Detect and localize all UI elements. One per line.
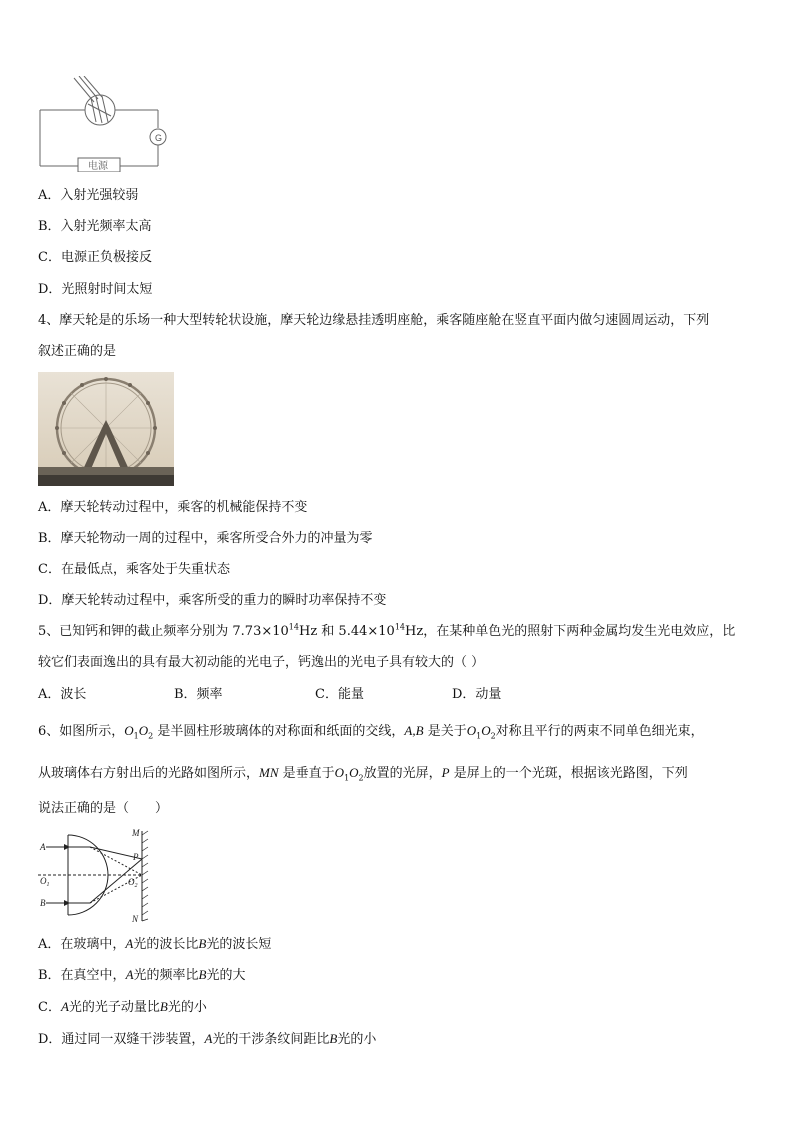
q4-option-a: A．摩天轮转动过程中，乘客的机械能保持不变 [38,500,308,515]
q5-stem-line1: 5、已知钙和钾的截止频率分别为 $7.73\times 10^{14}Hz$ 和 $5.44\times 10^{14}Hz$，在某种单色光的照射下两种金属均发生光电效应，比 [38,622,736,639]
q5-stem-line2: 较它们表面逸出的具有最大初动能的光电子，钙逸出的光电子具有较大的（ ） [38,655,485,670]
optics-diagram [38,825,158,925]
label-o1: $O_1$ [40,876,50,888]
ferris-wheel-photo [38,372,174,486]
q5-option-a: A．波长 [38,687,87,702]
q6-option-c: C．A光的光子动量比B光的小 [38,999,207,1015]
q5-option-c: C．能量 [315,687,364,702]
q6-stem-line3: 说法正确的是（ ） [38,801,169,816]
label-o2: $O_2$ [128,877,138,889]
q4-stem-line2: 叙述正确的是 [38,344,117,359]
q3-option-a: A．入射光强较弱 [38,188,139,203]
q4-stem-line1: 4、摩天轮是的乐场一种大型转轮状设施，摩天轮边缘悬挂透明座舱，乘客随座舱在竖直平面内做匀速圆周运动，下列 [38,313,710,328]
label-a: A [40,842,46,852]
q6-option-b: B．在真空中，A光的频率比B光的大 [38,967,246,983]
q3-option-b: B．入射光频率太高 [38,219,152,234]
q3-option-d: D．光照射时间太短 [38,282,153,297]
q5-option-d: D．动量 [452,687,502,702]
label-b: B [40,898,46,908]
q4-option-c: C．在最低点，乘客处于失重状态 [38,562,230,577]
q6-option-d: D．通过同一双缝干涉装置，A光的干涉条纹间距比B光的小 [38,1031,377,1047]
q4-option-b: B．摩天轮物动一周的过程中，乘客所受合外力的冲量为零 [38,531,373,546]
label-p: P [133,852,139,862]
q5-option-b: B．频率 [174,687,223,702]
q3-option-c: C．电源正负极接反 [38,250,152,265]
label-n: N [132,914,139,924]
power-label: 电源 [88,161,108,172]
meter-label: G [155,133,163,143]
label-m: M [132,828,140,838]
q6-option-a: A．在玻璃中，A光的波长比B光的波长短 [38,936,272,952]
q6-stem-line2: 从玻璃体右方射出后的光路如图所示，MN 是垂直于$O_1O_2$放置的光屏，P 是屏上的一个光斑，根据该光路图，下列 [38,765,688,783]
q6-stem-line1: 6、如图所示，$O_1O_2$ 是半圆柱形玻璃体的对称面和纸面的交线，A,B 是关于$O_1O_2$对称且平行的两束不同单色细光束， [38,723,704,741]
photoelectric-circuit-figure [36,76,176,172]
q4-option-d: D．摩天轮转动过程中，乘客所受的重力的瞬时功率保持不变 [38,593,387,608]
